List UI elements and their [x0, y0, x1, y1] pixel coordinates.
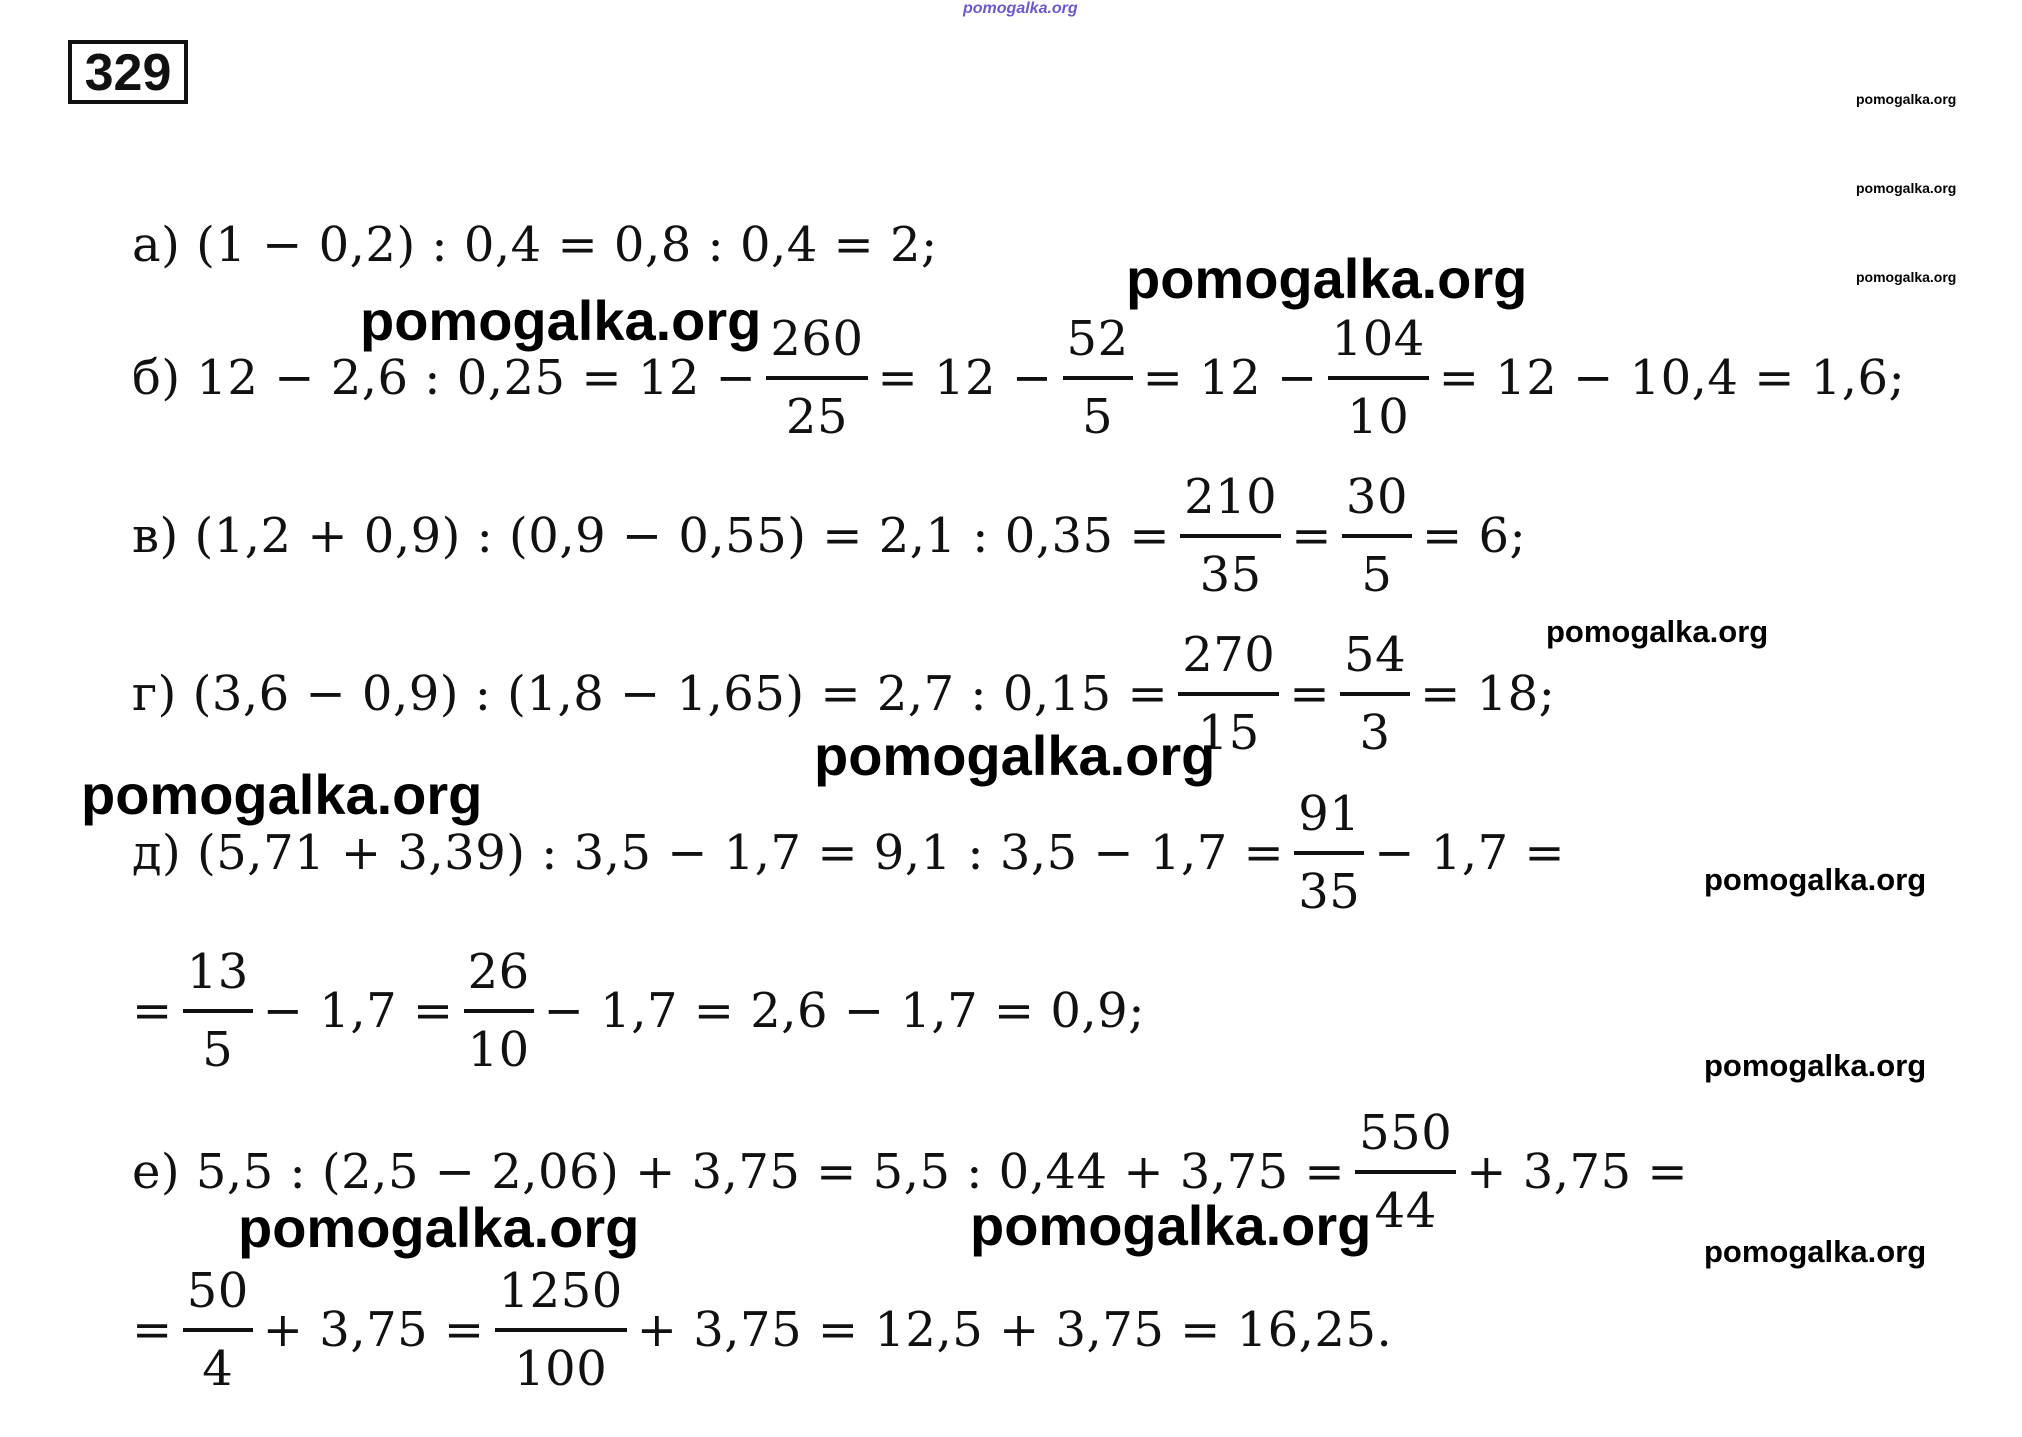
- expr-segment: = 12 −: [1142, 350, 1318, 406]
- denominator: 10: [1347, 389, 1410, 445]
- watermark: pomogalka.org: [1126, 247, 1528, 310]
- watermark: pomogalka.org: [1704, 862, 1927, 897]
- fraction: [495, 1254, 627, 1406]
- denominator: 25: [785, 389, 848, 445]
- expr-segment: =: [132, 1302, 173, 1358]
- watermark: pomogalka.org: [81, 763, 483, 826]
- numerator: 260: [770, 311, 864, 367]
- watermark: pomogalka.org: [814, 724, 1216, 787]
- fraction: [1340, 618, 1410, 770]
- watermark: pomogalka.org: [1546, 614, 1769, 649]
- expr-segment: =: [1291, 508, 1332, 564]
- watermark: pomogalka.org: [1704, 1234, 1927, 1269]
- numerator: 52: [1066, 311, 1129, 367]
- problem-number-box: 329: [68, 40, 188, 104]
- numerator: 30: [1345, 469, 1408, 525]
- watermark: pomogalka.org: [1856, 91, 1957, 107]
- solution-line-v: [130, 466, 1528, 606]
- numerator: 13: [186, 944, 249, 1000]
- fraction: [464, 935, 534, 1087]
- watermark: pomogalka.org: [1704, 1048, 1927, 1083]
- denominator: 35: [1199, 547, 1262, 603]
- denominator: 5: [1361, 547, 1393, 603]
- expr-segment: =: [132, 983, 173, 1039]
- numerator: 270: [1182, 627, 1276, 683]
- expr-segment: − 1,7 =: [262, 983, 454, 1039]
- expr-segment: + 3,75 = 12,5 + 3,75 = 16,25.: [636, 1302, 1393, 1358]
- fraction: [183, 1254, 253, 1406]
- watermark: pomogalka.org: [970, 1194, 1372, 1257]
- watermark: pomogalka.org: [238, 1196, 640, 1259]
- expr-segment: + 3,75 =: [1466, 1144, 1689, 1200]
- expr-a: а) (1 − 0,2) : 0,4 = 0,8 : 0,4 = 2;: [132, 217, 938, 273]
- denominator: 4: [202, 1341, 234, 1397]
- denominator: 35: [1298, 864, 1361, 920]
- expr-segment: − 1,7 =: [1374, 825, 1566, 881]
- watermark: pomogalka.org: [1856, 180, 1957, 196]
- expr-segment: − 1,7 = 2,6 − 1,7 = 0,9;: [543, 983, 1145, 1039]
- expr-segment: д) (5,71 + 3,39) : 3,5 − 1,7 = 9,1 : 3,5 − 1,7 =: [132, 825, 1285, 881]
- solution-line-e-2: [130, 1260, 1394, 1400]
- denominator: 44: [1374, 1183, 1437, 1239]
- denominator: 5: [202, 1022, 234, 1078]
- numerator: 104: [1331, 311, 1425, 367]
- fraction: [1294, 777, 1364, 929]
- expr-segment: е) 5,5 : (2,5 − 2,06) + 3,75 = 5,5 : 0,44 + 3,75 =: [132, 1144, 1346, 1200]
- fraction: [1180, 460, 1281, 612]
- numerator: 54: [1344, 627, 1407, 683]
- expr-segment: = 6;: [1421, 508, 1527, 564]
- watermark: pomogalka.org: [963, 0, 1078, 17]
- numerator: 26: [467, 944, 530, 1000]
- fraction: [1063, 302, 1133, 454]
- expr-segment: =: [1289, 666, 1331, 722]
- expr-segment: + 3,75 =: [262, 1302, 485, 1358]
- expr-segment: в) (1,2 + 0,9) : (0,9 − 0,55) = 2,1 : 0,35 =: [132, 508, 1171, 564]
- fraction: [1328, 302, 1429, 454]
- numerator: 210: [1184, 469, 1278, 525]
- numerator: 550: [1359, 1105, 1453, 1161]
- numerator: 50: [186, 1263, 249, 1319]
- numerator: 1250: [498, 1263, 623, 1319]
- denominator: 3: [1359, 705, 1391, 761]
- watermark: pomogalka.org: [1856, 269, 1957, 285]
- fraction: [183, 935, 253, 1087]
- expr-segment: б) 12 − 2,6 : 0,25 = 12 −: [132, 350, 757, 406]
- denominator: 5: [1082, 389, 1114, 445]
- denominator: 15: [1197, 705, 1260, 761]
- denominator: 10: [467, 1022, 530, 1078]
- expr-segment: = 12 −: [877, 350, 1053, 406]
- solution-line-d-2: [130, 941, 1147, 1081]
- denominator: 100: [514, 1341, 608, 1397]
- expr-segment: = 18;: [1420, 666, 1556, 722]
- fraction: [1342, 460, 1412, 612]
- expr-segment: = 12 − 10,4 = 1,6;: [1438, 350, 1906, 406]
- fraction: [766, 302, 867, 454]
- expr-segment: г) (3,6 − 0,9) : (1,8 − 1,65) = 2,7 : 0,15 =: [132, 666, 1169, 722]
- numerator: 91: [1298, 786, 1361, 842]
- watermark: pomogalka.org: [360, 289, 762, 352]
